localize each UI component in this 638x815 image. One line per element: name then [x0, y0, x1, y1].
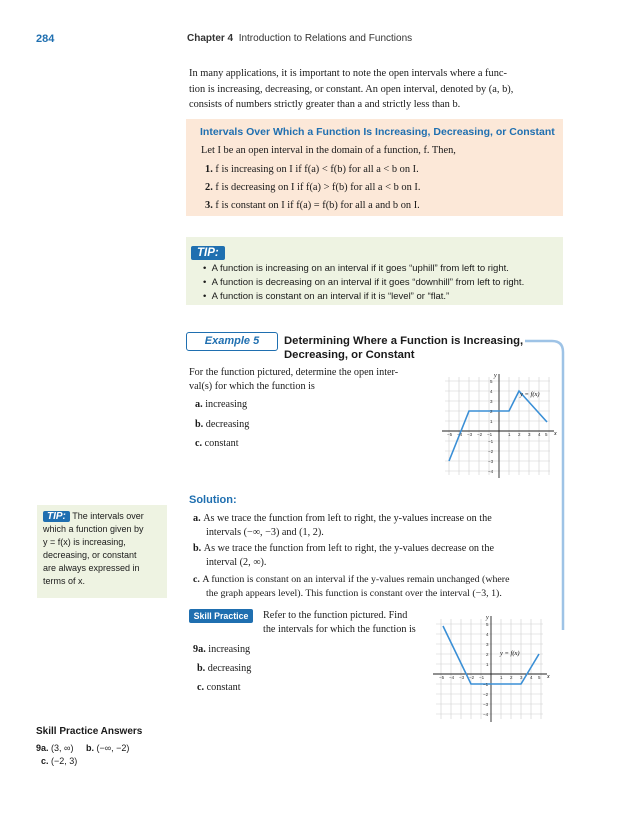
- y-tick: −2: [483, 692, 489, 697]
- answer-value: (−2, 3): [51, 756, 78, 766]
- example-part: [195, 418, 249, 432]
- x-tick: −3: [459, 675, 465, 680]
- item-number: 1.: [205, 164, 213, 175]
- y-tick: −3: [483, 702, 489, 707]
- example-title-line: Determining Where a Function is Increasing,: [284, 335, 524, 347]
- x-tick: 1: [500, 675, 503, 680]
- y-axis-label: y: [494, 373, 497, 379]
- part-letter: c.: [197, 682, 205, 693]
- side-tip-label: TIP:: [43, 511, 70, 522]
- intro-line: consists of numbers strictly greater than a and strictly less than b.: [189, 99, 461, 110]
- x-axis-label: x: [554, 431, 557, 437]
- x-tick: 3: [528, 432, 531, 437]
- tip-text: A function is increasing on an interval if it goes “uphill” from left to right.: [211, 263, 509, 274]
- solution-part-a: [193, 512, 553, 540]
- answers-line: [36, 743, 129, 753]
- skill-part: [193, 643, 250, 657]
- example-part: [195, 398, 247, 412]
- x-tick: −5: [439, 675, 445, 680]
- x-tick: 5: [538, 675, 541, 680]
- answer-label: 9a.: [36, 743, 49, 753]
- x-tick: −4: [449, 675, 455, 680]
- side-tip-line: y = f(x) is increasing,: [43, 537, 126, 547]
- y-tick: 3: [490, 399, 493, 404]
- part-letter: b.: [197, 663, 206, 674]
- x-tick: 2: [518, 432, 521, 437]
- x-tick: −1: [487, 432, 493, 437]
- answers-title: Skill Practice Answers: [36, 726, 143, 737]
- answer-label: c.: [41, 756, 49, 766]
- part-letter: b.: [195, 419, 204, 430]
- x-tick: −5: [447, 432, 453, 437]
- y-tick: −1: [483, 682, 489, 687]
- answers-line: [41, 756, 77, 766]
- side-tip-line: The intervals over: [72, 511, 144, 521]
- tip-label: TIP:: [191, 246, 225, 260]
- part-letter: c.: [195, 438, 203, 449]
- answer-value: (−∞, −2): [96, 743, 130, 753]
- tip-item: • A function is constant on an interval if it is “level” or “flat.”: [203, 291, 450, 302]
- part-text: increasing: [205, 399, 248, 410]
- page-number: 284: [36, 33, 55, 45]
- item-number: 3.: [205, 200, 213, 211]
- tip-text: A function is constant on an interval if it is “level” or “flat.”: [211, 291, 450, 302]
- tip-item: • A function is decreasing on an interval if it goes “downhill” from left to right.: [203, 277, 525, 288]
- x-tick: 1: [508, 432, 511, 437]
- tip-label-wrap: [191, 243, 225, 261]
- y-tick: 1: [490, 419, 493, 424]
- example-title-line: Decreasing, or Constant: [284, 349, 415, 361]
- solution-line: A function is constant on an interval if the y-values remain unchanged (where: [202, 574, 510, 585]
- solution-line: interval (2, ∞).: [206, 557, 267, 568]
- definition-lead: Let I be an open interval in the domain of a function, f. Then,: [201, 145, 456, 156]
- tip-item: • A function is increasing on an interval if it goes “uphill” from left to right.: [203, 263, 509, 274]
- definition-item: [205, 182, 420, 193]
- y-tick: −3: [488, 459, 494, 464]
- intro-paragraph: [189, 66, 564, 113]
- y-tick: 4: [490, 389, 493, 394]
- function-curve: [449, 391, 547, 461]
- skill-practice-prompt: [263, 609, 416, 637]
- y-tick: 2: [490, 409, 493, 414]
- tip-text: A function is decreasing on an interval if it goes “downhill” from left to right.: [211, 277, 525, 288]
- y-tick: −4: [488, 469, 494, 474]
- chapter-header: [187, 33, 412, 44]
- part-letter: 9a.: [193, 644, 206, 655]
- side-tip-line: which a function given by: [43, 524, 144, 534]
- y-tick: 4: [486, 632, 489, 637]
- y-tick: 5: [490, 379, 493, 384]
- definition-item: [205, 164, 419, 175]
- side-tip-text: [43, 510, 167, 588]
- item-text: f is increasing on I if f(a) < f(b) for all a < b on I.: [215, 164, 419, 175]
- solution-line: As we trace the function from left to right, the y-values increase on the: [203, 513, 492, 524]
- prompt-line: Refer to the function pictured. Find: [263, 610, 408, 621]
- x-tick: 5: [545, 432, 548, 437]
- part-letter: a.: [195, 399, 203, 410]
- y-tick: 5: [486, 622, 489, 627]
- skill-practice-graph: [431, 614, 553, 726]
- side-tip-line: decreasing, or constant: [43, 550, 137, 560]
- part-text: constant: [204, 438, 239, 449]
- example-prompt: [189, 366, 398, 394]
- solution-line: intervals (−∞, −3) and (1, 2).: [206, 527, 324, 538]
- side-tip-box: [37, 505, 167, 598]
- definition-item: [205, 200, 420, 211]
- part-text: decreasing: [207, 663, 252, 674]
- x-tick: 3: [520, 675, 523, 680]
- y-tick: 2: [486, 652, 489, 657]
- y-axis-label: y: [486, 615, 489, 621]
- y-tick: −1: [488, 439, 494, 444]
- x-tick: −3: [467, 432, 473, 437]
- x-tick: 4: [538, 432, 541, 437]
- y-tick: 1: [486, 662, 489, 667]
- solution-line: the graph appears level). This function is constant over the interval (−3, 1).: [206, 588, 502, 599]
- part-letter: b.: [193, 543, 202, 554]
- prompt-line: For the function pictured, determine the open inter-: [189, 367, 399, 378]
- chapter-title: Introduction to Relations and Functions: [238, 33, 413, 44]
- item-text: f is decreasing on I if f(a) > f(b) for all a < b on I.: [215, 182, 421, 193]
- example-part: [195, 437, 239, 451]
- x-axis-label: x: [547, 674, 550, 680]
- skill-part: [197, 681, 241, 695]
- x-tick: 4: [530, 675, 533, 680]
- prompt-line: the intervals for which the function is: [263, 624, 416, 635]
- y-tick: −4: [483, 712, 489, 717]
- x-tick: −2: [469, 675, 475, 680]
- skill-practice-badge: Skill Practice: [189, 609, 253, 623]
- part-text: constant: [206, 682, 241, 693]
- part-letter: c.: [193, 574, 200, 585]
- answer-value: (3, ∞): [51, 743, 74, 753]
- part-text: decreasing: [205, 419, 250, 430]
- intro-line: tion is increasing, decreasing, or constant. An open interval, denoted by (a, b),: [189, 83, 514, 95]
- y-tick: −2: [488, 449, 494, 454]
- intro-line: In many applications, it is important to note the open intervals where a func-: [189, 68, 507, 79]
- function-label: y = f(x): [500, 650, 520, 657]
- example-graph: [440, 372, 560, 482]
- solution-part-c: [193, 573, 563, 601]
- x-tick: −2: [477, 432, 483, 437]
- item-number: 2.: [205, 182, 213, 193]
- answer-label: b.: [85, 743, 94, 753]
- example-title: [284, 334, 524, 362]
- x-tick: 2: [510, 675, 513, 680]
- item-text: f is constant on I if f(a) = f(b) for all a and b on I.: [215, 200, 420, 211]
- x-tick: −4: [457, 432, 463, 437]
- side-tip-line: are always expressed in: [43, 563, 140, 573]
- y-tick: 3: [486, 642, 489, 647]
- part-letter: a.: [193, 513, 201, 524]
- example-badge: Example 5: [186, 332, 278, 351]
- solution-part-b: [193, 542, 553, 570]
- side-tip-line: terms of x.: [43, 576, 86, 586]
- prompt-line: val(s) for which the function is: [189, 381, 315, 392]
- definition-title: Intervals Over Which a Function Is Increasing, Decreasing, or Constant: [200, 126, 555, 138]
- part-text: increasing: [208, 644, 251, 655]
- function-label: y = f(x): [520, 391, 540, 398]
- x-tick: −1: [479, 675, 485, 680]
- solution-line: As we trace the function from left to right, the y-values decrease on the: [203, 543, 494, 554]
- chapter-label: Chapter 4: [187, 33, 234, 44]
- skill-part: [197, 662, 251, 676]
- solution-label: Solution:: [189, 494, 237, 506]
